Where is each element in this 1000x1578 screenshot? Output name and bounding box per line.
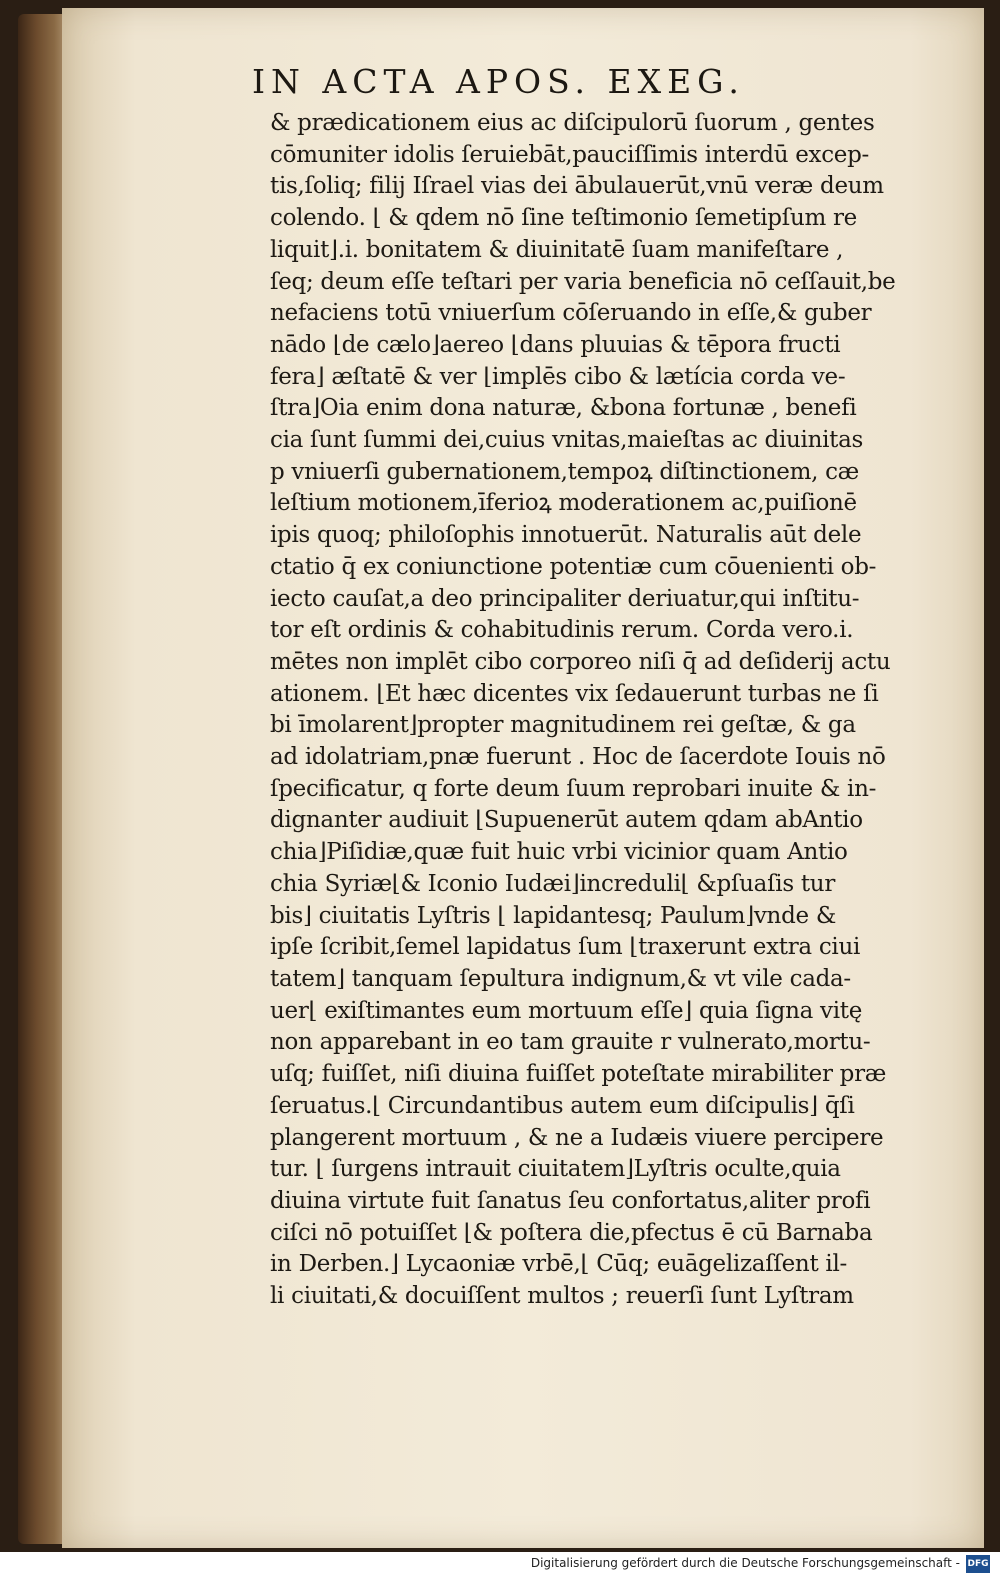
text-line: tur. ⌊ ſurgens intrauit ciuitatem⌋Lyſtris oculte,quia [270, 1156, 841, 1183]
text-line: cia ſunt ſummi dei,cuius vnitas,maieſtas ac diuinitas [270, 427, 864, 454]
text-line: ipſe ſcribit,ſemel lapidatus ſum ⌊traxerunt extra ciui [270, 934, 861, 961]
text-line: ſtra⌋Oia enim dona naturæ, &bona fortunæ , benefi [270, 395, 857, 422]
text-line: ipis quoq; philoſophis innotuerūt. Naturalis aūt dele [270, 522, 862, 549]
text-line: ationem. ⌊Et hæc dicentes vix ſedauerunt turbas ne ſi [270, 680, 879, 707]
dfg-logo-icon: DFG [966, 1555, 990, 1573]
text-line: li ciuitati,& docuiſſent multos ; reuerſi ſunt Lyſtram [270, 1283, 854, 1310]
text-line: tatem⌋ tanquam ſepultura indignum,& vt vile cada- [270, 965, 851, 992]
text-line: nefaciens totū vniuerſum cōſeruando in eſſe,& guber [270, 300, 872, 327]
text-line: & prædicationem eius ac diſcipulorū ſuorum , gentes [270, 110, 875, 136]
text-line: ad idolatriam,pnæ fuerunt . Hoc de ſacerdote Iouis nō [270, 744, 886, 771]
text-line: ſeruatus.⌊ Circundantibus autem eum diſcipulis⌋ q̄ſi [270, 1092, 855, 1119]
text-line: ctatio q̄ ex coniunctione potentiæ cum cōuenienti ob- [270, 553, 877, 580]
text-line: uſq; fuiſſet, niſi diuina fuiſſet poteſtate mirabiliter præ [270, 1061, 887, 1088]
text-line: in Derben.⌋ Lycaoniæ vrbē,⌊ Cūq; euāgelizaſſent il- [270, 1251, 847, 1278]
text-line: uer⌊ exiſtimantes eum mortuum eſſe⌋ quia ſigna vitę [270, 997, 863, 1024]
text-line: plangerent mortuum , & ne a Iudæis viuere percipere [270, 1124, 884, 1151]
text-line: liquit⌋.i. bonitatem & diuinitatē ſuam manifeſtare , [270, 236, 844, 263]
text-line: bis⌋ ciuitatis Lyſtris ⌊ lapidantesq; Paulum⌋vnde & [270, 902, 836, 929]
text-line: ſeq; deum eſſe teſtari per varia beneficia nō ceſſauit,be [270, 268, 896, 295]
text-line: dignanter audiuit ⌊Supuenerūt autem qdam abAntio [270, 807, 863, 834]
text-block [270, 108, 936, 1313]
text-line: leſtium motionem,īferioꝝ moderationem ac,puiſionē [270, 490, 857, 517]
footer-bar [0, 1552, 1000, 1578]
text-line: chia⌋Piſidiæ,quæ fuit huic vrbi vicinior quam Antio [270, 839, 848, 866]
text-line: ſpecificatur, q forte deum ſuum reprobari inuite & in- [270, 775, 877, 802]
text-line: tor eſt ordinis & cohabitudinis rerum. Corda vero.i. [270, 617, 854, 644]
text-line: iecto cauſat,a deo principaliter deriuatur,qui inſtitu- [270, 585, 860, 612]
text-line: tis,ſoliq; filij Iſrael vias dei ābulauerūt,vnū veræ deum [270, 173, 884, 200]
text-line: chia Syriæ⌊& Iconio Iudæi⌋increduli⌊ &pſuaſis tur [270, 870, 836, 897]
text-line: diuina virtute fuit ſanatus ſeu confortatus,aliter profi [270, 1187, 871, 1214]
text-line: p vniuerſi gubernationem,tempoꝝ diſtinctionem, cæ [270, 458, 860, 485]
footer-text: Digitalisierung gefördert durch die Deutsche Forschungsgemeinschaft - [530, 1556, 960, 1570]
text-line: mētes non implēt cibo corporeo niſi q̄ ad deſiderij actu [270, 648, 891, 675]
text-line: cōmuniter idolis ſeruiebāt,pauciſſimis interdū excep- [270, 141, 870, 168]
text-line: fera⌋ æſtatē & ver ⌊implēs cibo & lætícia corda ve- [270, 363, 846, 390]
running-head: IN ACTA APOS. EXEG. [252, 62, 745, 101]
text-line: nādo ⌊de cælo⌋aereo ⌊dans pluuias & tēpora fructi [270, 331, 841, 358]
text-line: bi īmolarent⌋propter magnitudinem rei geſtæ, & ga [270, 712, 856, 739]
text-line: ciſci nō potuiſſet ⌊& poſtera die,pfectus ē cū Barnaba [270, 1219, 873, 1246]
text-line: colendo. ⌊ & qdem nō ſine teſtimonio ſemetipſum re [270, 205, 857, 232]
text-line: non apparebant in eo tam grauite r vulnerato,mortu- [270, 1029, 871, 1056]
